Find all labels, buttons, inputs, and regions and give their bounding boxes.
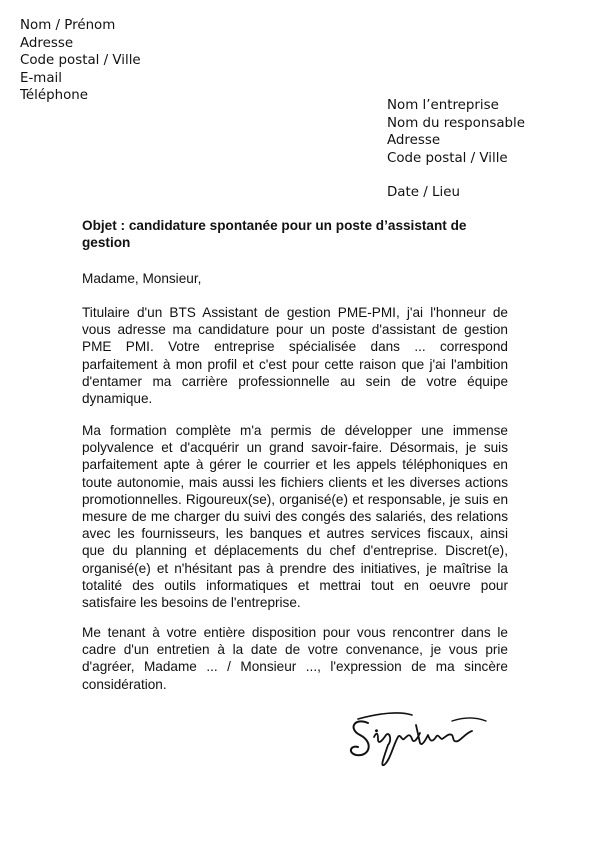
paragraph-skills: Ma formation complète m'a permis de développer une immense polyvalence et d'acquérir un grand savoir-faire. Désormais, je suis parfaitement apte à gérer le courrier et les appels téléphoniques en toute autonomie, mais aussi les fichiers clients et les diverses actions promotionnelles. Rigoureux(se), organisé(e) et responsable, je suis en mesure de me charger du suivi des congés des salariés, des relations avec les fournisseurs, les banques et autres services fiscaux, ainsi que du planning et déplacements du chef d'entreprise. Discret(e), organisé(e) et n'hésitant pas à prendre des initiatives, je maîtrise la totalité des outils informatiques et mettrai tout en oeuvre pour satisfaire les besoins de l'entreprise. <box>82 423 508 611</box>
sender-postal-city: Code postal / Ville <box>20 53 141 69</box>
sender-address: Adresse <box>20 35 74 51</box>
recipient-block <box>387 97 525 167</box>
recipient-postal-city: Code postal / Ville <box>387 150 508 166</box>
paragraph-intro: Titulaire d'un BTS Assistant de gestion PME-PMI, j'ai l'honneur de vous adresse ma candidature pour un poste d'assistant de gestion PME PMI. Votre entreprise spécialisée dans ... correspond parfaitement à mon profil et c'est pour cette raison que j'ai l'ambition d'entamer ma carrière professionnelle au sein de votre équipe dynamique. <box>82 305 508 407</box>
letter-subject: Objet : candidature spontanée pour un poste d’assistant de gestion <box>82 218 467 251</box>
recipient-manager: Nom du responsable <box>387 115 525 131</box>
handwritten-signature <box>340 695 500 775</box>
letter-greeting: Madame, Monsieur, <box>82 271 202 286</box>
recipient-company: Nom l’entreprise <box>387 98 499 113</box>
sender-phone: Téléphone <box>20 88 89 104</box>
sender-name: Nom / Prénom <box>20 18 116 33</box>
recipient-address: Adresse <box>387 133 441 149</box>
sender-email: E-mail <box>20 70 62 86</box>
paragraph-closing: Me tenant à votre entière disposition pour vous rencontrer dans le cadre d'un entretien à la date de votre convenance, je vous prie d'agréer, Madame ... / Monsieur ..., l'expression de ma sincère considération. <box>82 625 508 692</box>
sender-block <box>20 17 141 105</box>
date-place: Date / Lieu <box>387 185 460 200</box>
